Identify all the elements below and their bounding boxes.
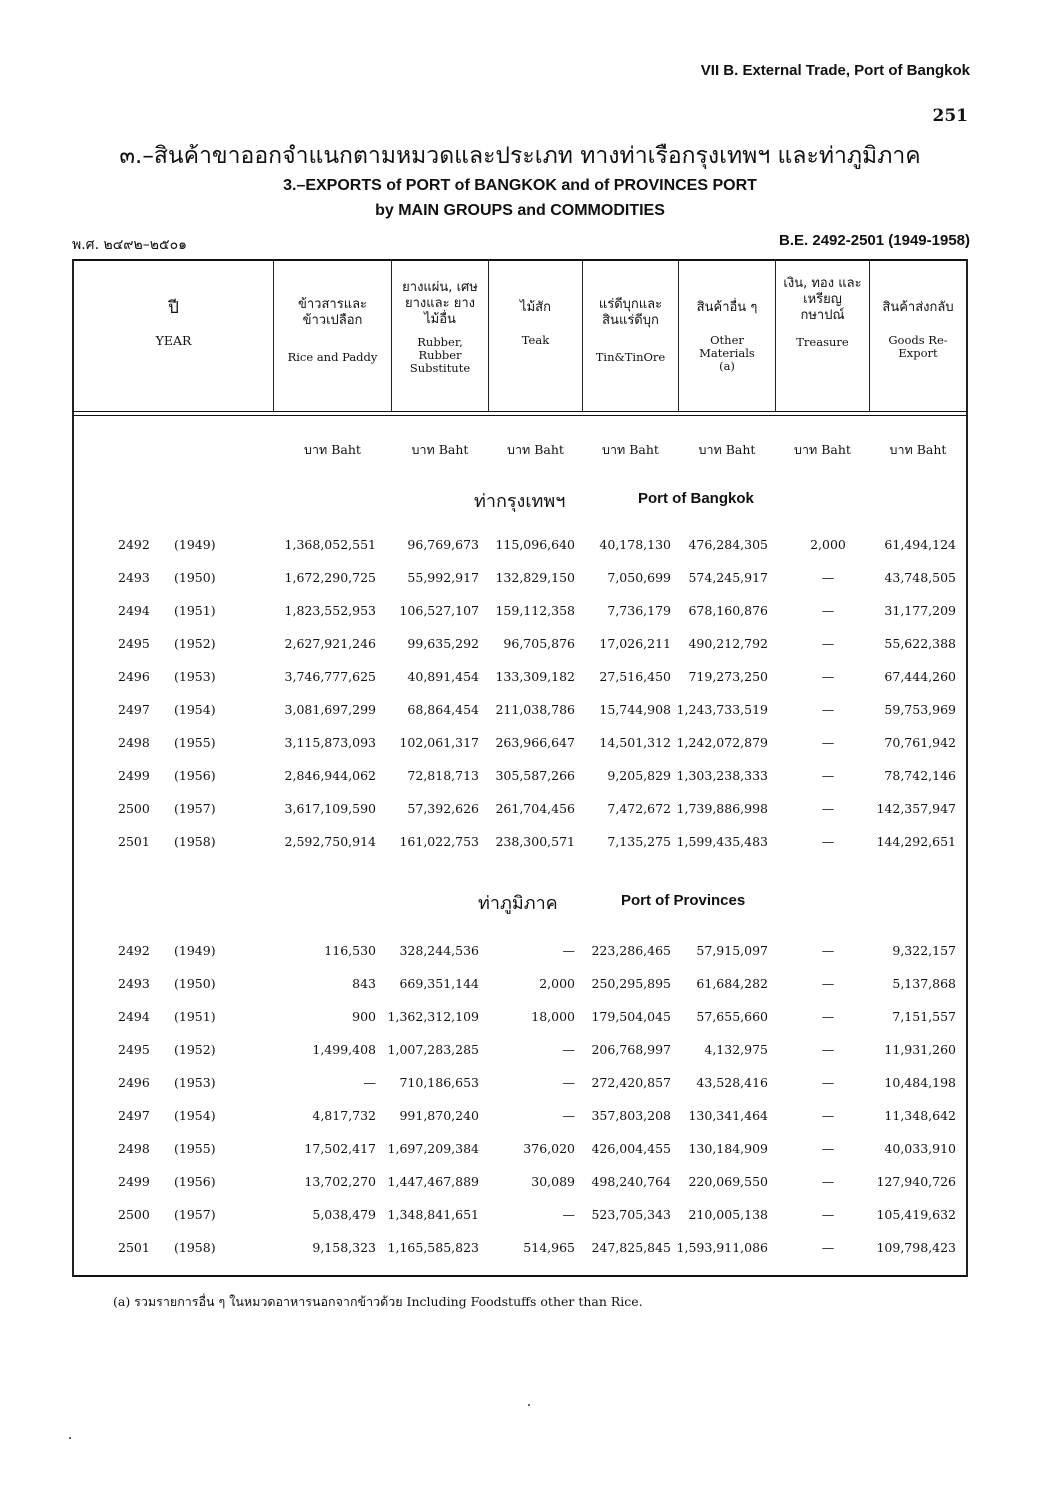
rubber-cell: 328,244,536 <box>399 943 479 958</box>
teak-cell: — <box>562 943 575 958</box>
header-year-thai: ปี <box>168 298 179 318</box>
table-row <box>0 1240 1040 1264</box>
section-heading-thai: ท่ากรุงเทพฯ <box>474 491 566 512</box>
unit-label: บาท Baht <box>602 442 659 457</box>
year-ad-cell: (1955) <box>174 735 216 750</box>
year-be-cell: 2501 <box>118 1240 150 1255</box>
rubber-cell: 1,348,841,651 <box>387 1207 479 1222</box>
tin-cell: 15,744,908 <box>599 702 671 717</box>
tin-cell: 27,516,450 <box>599 669 671 684</box>
reexport-cell: 40,033,910 <box>884 1141 956 1156</box>
header-year-english: YEAR <box>155 333 192 348</box>
header-tin-english: Tin&TinOre <box>595 350 666 364</box>
rice-cell: 2,592,750,914 <box>284 834 376 849</box>
year-ad-cell: (1957) <box>174 801 216 816</box>
other-cell: 490,212,792 <box>688 636 768 651</box>
rice-cell: 1,672,290,725 <box>284 570 376 585</box>
year-be-cell: 2494 <box>118 603 150 618</box>
year-be-cell: 2497 <box>118 1108 150 1123</box>
rice-cell: 116,530 <box>324 943 376 958</box>
rice-cell: 17,502,417 <box>304 1141 376 1156</box>
treasure-cell: — <box>821 1174 835 1189</box>
tin-cell: 7,050,699 <box>607 570 671 585</box>
rubber-cell: 991,870,240 <box>399 1108 479 1123</box>
table-row <box>0 735 1040 759</box>
year-ad-cell: (1949) <box>174 943 216 958</box>
tin-cell: 247,825,845 <box>591 1240 671 1255</box>
teak-cell: 159,112,358 <box>495 603 575 618</box>
other-cell: 1,599,435,483 <box>676 834 768 849</box>
reexport-cell: 59,753,969 <box>884 702 956 717</box>
tin-cell: 498,240,764 <box>591 1174 671 1189</box>
teak-cell: — <box>562 1075 575 1090</box>
rice-cell: 3,746,777,625 <box>284 669 376 684</box>
teak-cell: — <box>562 1108 575 1123</box>
year-ad-cell: (1956) <box>174 768 216 783</box>
section-heading-thai: ท่าภูมิภาค <box>478 893 558 914</box>
tin-cell: 223,286,465 <box>591 943 671 958</box>
year-ad-cell: (1951) <box>174 603 216 618</box>
year-ad-cell: (1950) <box>174 570 216 585</box>
reexport-cell: 144,292,651 <box>876 834 956 849</box>
teak-cell: 376,020 <box>523 1141 575 1156</box>
header-tin <box>583 297 678 364</box>
tin-cell: 250,295,895 <box>591 976 671 991</box>
year-be-cell: 2499 <box>118 1174 150 1189</box>
other-cell: 1,303,238,333 <box>676 768 768 783</box>
treasure-cell: — <box>821 1141 835 1156</box>
year-be-cell: 2500 <box>118 801 150 816</box>
rice-cell: 2,846,944,062 <box>284 768 376 783</box>
rice-cell: 1,499,408 <box>312 1042 376 1057</box>
header-year <box>74 300 273 347</box>
teak-cell: 261,704,456 <box>495 801 575 816</box>
header-rule-double <box>72 415 968 416</box>
year-ad-cell: (1954) <box>174 702 216 717</box>
treasure-cell: — <box>821 1240 835 1255</box>
header-treasure <box>776 276 869 349</box>
rice-cell: — <box>363 1075 376 1090</box>
year-ad-cell: (1950) <box>174 976 216 991</box>
title-english-line-2: by MAIN GROUPS and COMMODITIES <box>375 202 665 219</box>
year-be-cell: 2495 <box>118 636 150 651</box>
table-row <box>0 1108 1040 1132</box>
table-row <box>0 834 1040 858</box>
rubber-cell: 669,351,144 <box>399 976 479 991</box>
year-be-cell: 2497 <box>118 702 150 717</box>
reexport-cell: 127,940,726 <box>876 1174 956 1189</box>
era-thai: พ.ศ. ๒๔๙๒–๒๕๐๑ <box>72 237 188 253</box>
reexport-cell: 31,177,209 <box>884 603 956 618</box>
header-other <box>679 300 775 373</box>
table-row <box>0 1009 1040 1033</box>
reexport-cell: 109,798,423 <box>876 1240 956 1255</box>
header-rubber <box>392 280 488 375</box>
era-english: B.E. 2492-2501 (1949-1958) <box>779 232 970 249</box>
tin-cell: 206,768,997 <box>591 1042 671 1057</box>
year-be-cell: 2495 <box>118 1042 150 1057</box>
header-rule <box>72 411 968 412</box>
reexport-cell: 11,931,260 <box>884 1042 956 1057</box>
other-cell: 130,341,464 <box>688 1108 768 1123</box>
reexport-cell: 55,622,388 <box>884 636 956 651</box>
year-be-cell: 2499 <box>118 768 150 783</box>
table-top-rule <box>72 259 968 261</box>
year-ad-cell: (1954) <box>174 1108 216 1123</box>
rice-cell: 4,817,732 <box>312 1108 376 1123</box>
year-ad-cell: (1952) <box>174 636 216 651</box>
table-row <box>0 603 1040 627</box>
table-row <box>0 1141 1040 1165</box>
rice-cell: 843 <box>352 976 376 991</box>
table-row <box>0 1174 1040 1198</box>
reexport-cell: 61,494,124 <box>884 537 956 552</box>
table-row <box>0 976 1040 1000</box>
year-ad-cell: (1952) <box>174 1042 216 1057</box>
rice-cell: 2,627,921,246 <box>284 636 376 651</box>
footnote: (a) รวมรายการอื่น ๆ ในหมวดอาหารนอกจากข้าวด้วย Including Foodstuffs other than Rice. <box>113 1294 643 1309</box>
year-be-cell: 2496 <box>118 1075 150 1090</box>
other-cell: 220,069,550 <box>688 1174 768 1189</box>
year-ad-cell: (1956) <box>174 1174 216 1189</box>
other-cell: 61,684,282 <box>696 976 768 991</box>
header-teak-thai: ไม้สัก <box>520 300 551 315</box>
other-cell: 210,005,138 <box>688 1207 768 1222</box>
teak-cell: 96,705,876 <box>503 636 575 651</box>
header-rubber-english: Rubber, Rubber Substitute <box>409 335 471 375</box>
rice-cell: 900 <box>352 1009 376 1024</box>
rubber-cell: 72,818,713 <box>407 768 479 783</box>
table-row <box>0 943 1040 967</box>
other-cell: 1,243,733,519 <box>676 702 768 717</box>
header-rice-english: Rice and Paddy <box>287 350 378 364</box>
treasure-cell: — <box>821 834 835 849</box>
teak-cell: 115,096,640 <box>495 537 575 552</box>
rubber-cell: 57,392,626 <box>407 801 479 816</box>
table-row <box>0 1207 1040 1231</box>
other-cell: 1,739,886,998 <box>676 801 768 816</box>
year-ad-cell: (1953) <box>174 669 216 684</box>
header-treasure-english: Treasure <box>796 335 849 349</box>
rubber-cell: 99,635,292 <box>407 636 479 651</box>
treasure-cell: — <box>821 943 835 958</box>
section-heading-english: Port of Provinces <box>621 892 746 909</box>
rubber-cell: 96,769,673 <box>407 537 479 552</box>
teak-cell: 238,300,571 <box>495 834 575 849</box>
tin-cell: 272,420,857 <box>591 1075 671 1090</box>
other-cell: 1,242,072,879 <box>676 735 768 750</box>
year-be-cell: 2493 <box>118 570 150 585</box>
tin-cell: 426,004,455 <box>591 1141 671 1156</box>
year-be-cell: 2498 <box>118 1141 150 1156</box>
treasure-cell: — <box>821 1207 835 1222</box>
rubber-cell: 68,864,454 <box>407 702 479 717</box>
rice-cell: 13,702,270 <box>304 1174 376 1189</box>
year-ad-cell: (1953) <box>174 1075 216 1090</box>
rice-cell: 5,038,479 <box>312 1207 376 1222</box>
section-heading-english: Port of Bangkok <box>638 490 754 507</box>
tin-cell: 40,178,130 <box>599 537 671 552</box>
unit-label: บาท Baht <box>794 442 851 457</box>
other-cell: 476,284,305 <box>688 537 768 552</box>
tin-cell: 17,026,211 <box>599 636 671 651</box>
treasure-cell: — <box>821 976 835 991</box>
rubber-cell: 710,186,653 <box>399 1075 479 1090</box>
reexport-cell: 11,348,642 <box>884 1108 956 1123</box>
rubber-cell: 1,362,312,109 <box>387 1009 479 1024</box>
year-ad-cell: (1958) <box>174 1240 216 1255</box>
header-reexport <box>870 300 966 360</box>
year-be-cell: 2494 <box>118 1009 150 1024</box>
reexport-cell: 43,748,505 <box>884 570 956 585</box>
teak-cell: 263,966,647 <box>495 735 575 750</box>
rice-cell: 3,617,109,590 <box>284 801 376 816</box>
year-ad-cell: (1955) <box>174 1141 216 1156</box>
table-bottom-rule <box>72 1275 968 1277</box>
tin-cell: 179,504,045 <box>591 1009 671 1024</box>
teak-cell: 132,829,150 <box>495 570 575 585</box>
table-row <box>0 702 1040 726</box>
running-head: VII B. External Trade, Port of Bangkok <box>700 62 970 79</box>
rubber-cell: 106,527,107 <box>399 603 479 618</box>
year-be-cell: 2498 <box>118 735 150 750</box>
header-teak <box>489 300 582 347</box>
rubber-cell: 1,447,467,889 <box>387 1174 479 1189</box>
unit-label: บาท Baht <box>698 442 756 457</box>
scan-speck <box>528 1404 530 1406</box>
reexport-cell: 9,322,157 <box>892 943 956 958</box>
treasure-cell: — <box>821 669 835 684</box>
tin-cell: 7,472,672 <box>607 801 671 816</box>
treasure-cell: — <box>821 1042 835 1057</box>
rubber-cell: 1,165,585,823 <box>387 1240 479 1255</box>
treasure-cell: — <box>821 1075 835 1090</box>
treasure-cell: — <box>821 570 835 585</box>
year-be-cell: 2492 <box>118 943 150 958</box>
year-ad-cell: (1957) <box>174 1207 216 1222</box>
table-row <box>0 537 1040 561</box>
table-row <box>0 1042 1040 1066</box>
table-row <box>0 768 1040 792</box>
header-rice <box>274 297 391 364</box>
rice-cell: 3,081,697,299 <box>284 702 376 717</box>
table-row <box>0 636 1040 660</box>
tin-cell: 9,205,829 <box>607 768 671 783</box>
other-cell: 1,593,911,086 <box>676 1240 768 1255</box>
header-rubber-thai: ยางแผ่น, เศษยางและ ยางไม้อื่น <box>402 280 478 327</box>
other-cell: 130,184,909 <box>688 1141 768 1156</box>
table-row <box>0 1075 1040 1099</box>
reexport-cell: 10,484,198 <box>884 1075 956 1090</box>
tin-cell: 14,501,312 <box>599 735 671 750</box>
header-rice-thai: ข้าวสารและ ข้าวเปลือก <box>297 297 368 328</box>
other-cell: 574,245,917 <box>688 570 768 585</box>
rice-cell: 9,158,323 <box>312 1240 376 1255</box>
header-tin-thai: แร่ดีบุกและ สินแร่ดีบุก <box>598 297 663 328</box>
treasure-cell: — <box>821 603 835 618</box>
treasure-cell: — <box>821 1009 835 1024</box>
treasure-cell: — <box>821 702 835 717</box>
tin-cell: 357,803,208 <box>591 1108 671 1123</box>
year-ad-cell: (1958) <box>174 834 216 849</box>
year-be-cell: 2501 <box>118 834 150 849</box>
reexport-cell: 78,742,146 <box>884 768 956 783</box>
reexport-cell: 67,444,260 <box>884 669 956 684</box>
treasure-cell: — <box>821 636 835 651</box>
teak-cell: 2,000 <box>539 976 575 991</box>
rice-cell: 3,115,873,093 <box>284 735 376 750</box>
reexport-cell: 142,357,947 <box>876 801 956 816</box>
unit-label: บาท Baht <box>889 442 947 457</box>
other-cell: 43,528,416 <box>696 1075 768 1090</box>
reexport-cell: 105,419,632 <box>876 1207 956 1222</box>
reexport-cell: 7,151,557 <box>892 1009 956 1024</box>
teak-cell: 514,965 <box>523 1240 575 1255</box>
header-teak-english: Teak <box>521 333 550 347</box>
other-cell: 4,132,975 <box>704 1042 768 1057</box>
treasure-cell: — <box>821 768 835 783</box>
unit-label: บาท Baht <box>507 442 564 457</box>
tin-cell: 523,705,343 <box>591 1207 671 1222</box>
teak-cell: — <box>562 1042 575 1057</box>
header-other-thai: สินค้าอื่น ๆ <box>696 300 758 315</box>
rice-cell: 1,368,052,551 <box>284 537 376 552</box>
year-be-cell: 2496 <box>118 669 150 684</box>
year-be-cell: 2492 <box>118 537 150 552</box>
reexport-cell: 5,137,868 <box>892 976 956 991</box>
year-ad-cell: (1951) <box>174 1009 216 1024</box>
page-number: 251 <box>932 106 968 126</box>
tin-cell: 7,736,179 <box>607 603 671 618</box>
other-cell: 678,160,876 <box>688 603 768 618</box>
header-reexport-english: Goods Re-Export <box>888 333 948 360</box>
treasure-cell: — <box>821 735 835 750</box>
header-treasure-thai: เงิน, ทอง และ เหรียญกษาปณ์ <box>783 276 862 323</box>
reexport-cell: 70,761,942 <box>884 735 956 750</box>
year-ad-cell: (1949) <box>174 537 216 552</box>
header-other-english: Other Materials (a) <box>699 333 755 373</box>
header-reexport-thai: สินค้าส่งกลับ <box>882 300 954 315</box>
teak-cell: 133,309,182 <box>495 669 575 684</box>
treasure-cell: — <box>821 1108 835 1123</box>
table-row <box>0 570 1040 594</box>
rubber-cell: 102,061,317 <box>399 735 479 750</box>
other-cell: 57,655,660 <box>696 1009 768 1024</box>
rice-cell: 1,823,552,953 <box>284 603 376 618</box>
year-be-cell: 2500 <box>118 1207 150 1222</box>
rubber-cell: 1,007,283,285 <box>387 1042 479 1057</box>
rubber-cell: 40,891,454 <box>407 669 479 684</box>
rubber-cell: 55,992,917 <box>407 570 479 585</box>
teak-cell: — <box>562 1207 575 1222</box>
unit-label: บาท Baht <box>411 442 469 457</box>
table-row <box>0 669 1040 693</box>
unit-label: บาท Baht <box>304 442 361 457</box>
rubber-cell: 161,022,753 <box>399 834 479 849</box>
title-english-line-1: 3.–EXPORTS of PORT of BANGKOK and of PROVINCES PORT <box>283 177 757 194</box>
rubber-cell: 1,697,209,384 <box>387 1141 479 1156</box>
scan-speck <box>69 1437 71 1439</box>
table-row <box>0 801 1040 825</box>
teak-cell: 18,000 <box>531 1009 575 1024</box>
teak-cell: 211,038,786 <box>495 702 575 717</box>
year-be-cell: 2493 <box>118 976 150 991</box>
teak-cell: 30,089 <box>531 1174 575 1189</box>
teak-cell: 305,587,266 <box>495 768 575 783</box>
treasure-cell: — <box>821 801 835 816</box>
other-cell: 719,273,250 <box>688 669 768 684</box>
tin-cell: 7,135,275 <box>607 834 671 849</box>
other-cell: 57,915,097 <box>696 943 768 958</box>
treasure-cell: 2,000 <box>810 537 846 552</box>
title-thai: ๓.–สินค้าขาออกจำแนกตามหมวดและประเภท ทางท่าเรือกรุงเทพฯ และท่าภูมิภาค <box>119 143 921 169</box>
